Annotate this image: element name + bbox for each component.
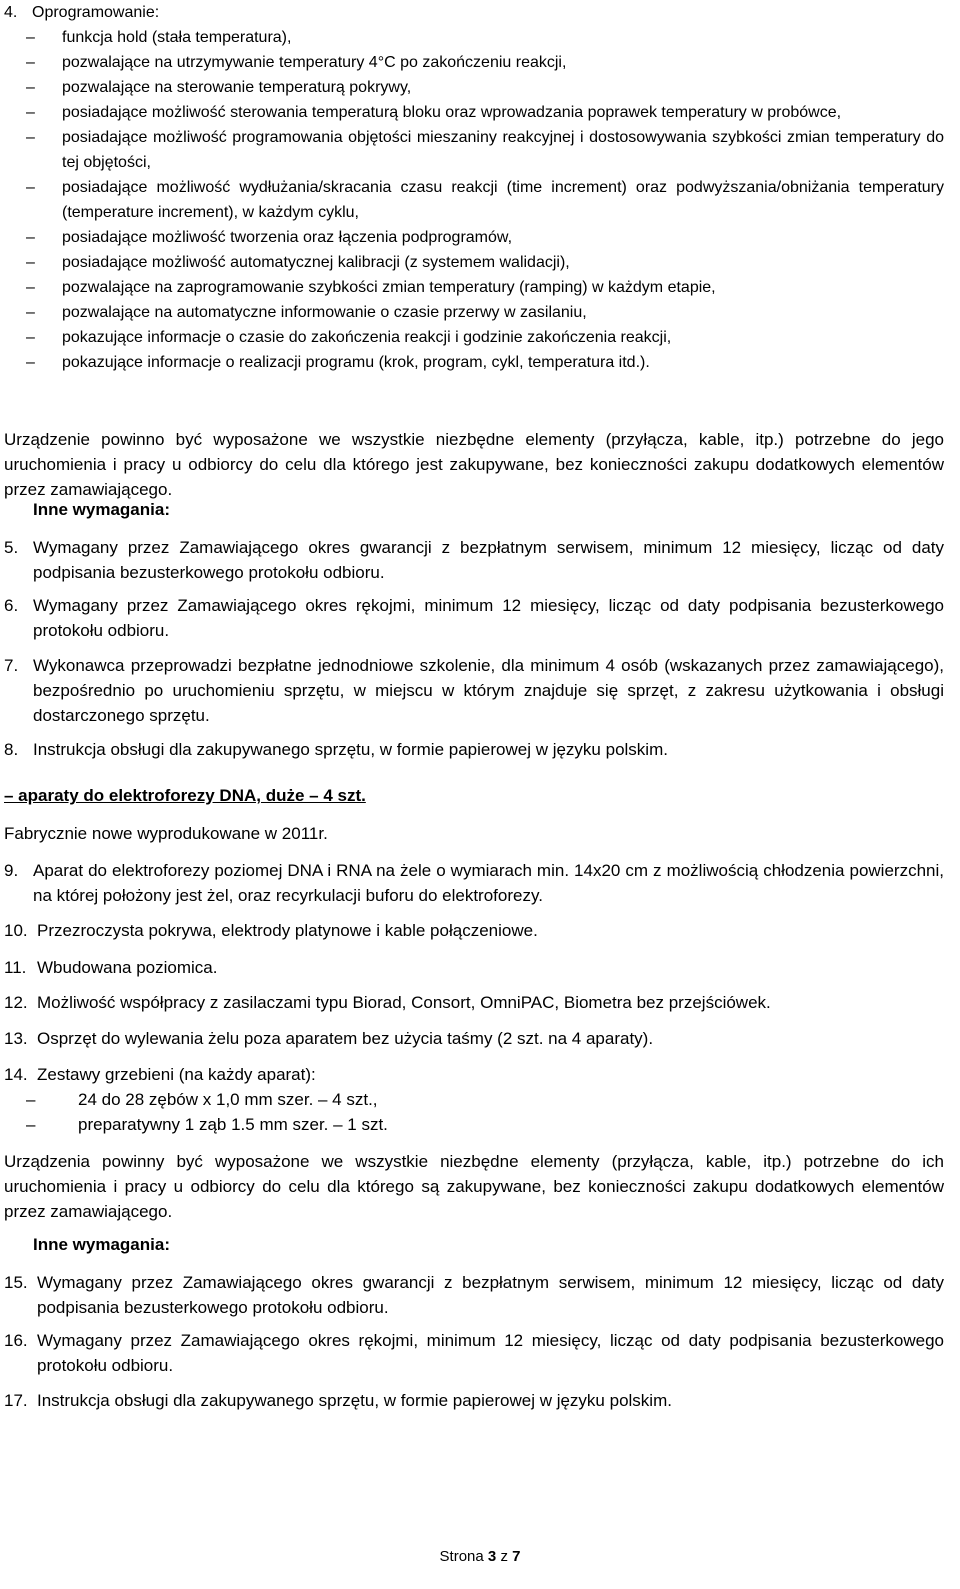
numbered-item: 6. Wymagany przez Zamawiającego okres rękojmi, minimum 12 miesięcy, licząc od daty podpisania bezusterkowego protokołu odbioru. [4, 596, 944, 640]
software-feature-list [4, 25, 944, 375]
numbered-item: 13. Osprzęt do wylewania żelu poza aparatem bez użycia taśmy (2 szt. na 4 aparaty). [4, 1029, 654, 1048]
numbered-item: 14. Zestawy grzebieni (na każdy aparat): – 24 do 28 zębów x 1,0 mm szer. – 4 szt., – preparatywny 1 ząb 1.5 mm szer. – 1 szt. [4, 1062, 944, 1137]
numbered-item: 11. Wbudowana poziomica. [4, 958, 218, 977]
section-number: 4. [4, 4, 18, 21]
dash-bullet: – [26, 179, 35, 196]
dash-bullet: – [26, 79, 35, 96]
list-item: – posiadające możliwość automatycznej kalibracji (z systemem walidacji), [4, 250, 944, 275]
section-software-heading [4, 0, 944, 25]
dash-bullet: – [26, 279, 35, 296]
list-item: – pozwalające na sterowanie temperaturą pokrywy, [4, 75, 944, 100]
section-title: Oprogramowanie: [32, 4, 160, 21]
device-title: – aparaty do elektroforezy DNA, duże – 4 szt. [4, 786, 366, 805]
equipment-note: Urządzenia powinny być wyposażone we wszystkie niezbędne elementy (przyłącza, kable, itp.) potrzebne do ich uruchomienia i pracy u odbiorcy do celu dla którego są zakupywane, bez konieczności zakupu dodatkowych elementów przez zamawiającego. [4, 1152, 944, 1221]
page-footer [0, 1547, 960, 1567]
list-item: – posiadające możliwość programowania objętości mieszaniny reakcyjnej i dostosowywania szybkości zmian temperatury do tej objętości, [4, 125, 944, 175]
dash-bullet: – [26, 29, 35, 46]
section-software [4, 0, 944, 375]
numbered-item: 9. Aparat do elektroforezy poziomej DNA i RNA na żele o wymiarach min. 14x20 cm z możliwością chłodzenia powierzchni, na której położony jest żel, oraz recyrkulacji buforu do elektroforezy. [4, 861, 944, 905]
list-item: – pozwalające na zaprogramowanie szybkości zmian temperatury (ramping) w każdym etapie, [4, 275, 944, 300]
dash-bullet: – [26, 304, 35, 321]
page-separator: z [500, 1548, 508, 1565]
dash-bullet: – [26, 129, 35, 146]
list-item: – 24 do 28 zębów x 1,0 mm szer. – 4 szt., [37, 1087, 944, 1112]
dash-bullet: – [26, 104, 35, 121]
numbered-item: 17. Instrukcja obsługi dla zakupywanego sprzętu, w formie papierowej w języku polskim. [4, 1391, 672, 1410]
list-item: – posiadające możliwość sterowania temperaturą bloku oraz wprowadzania poprawek temperatury w probówce, [4, 100, 944, 125]
equipment-note: Urządzenie powinno być wyposażone we wszystkie niezbędne elementy (przyłącza, kable, itp.) potrzebne do jego uruchomienia i pracy u odbiorcy do celu dla którego jest zakupywane, bez konieczności zakupu dodatkowych elementów przez zamawiającego. [4, 430, 944, 499]
page-label: Strona [439, 1548, 484, 1565]
list-item: – posiadające możliwość wydłużania/skracania czasu reakcji (time increment) oraz podwyższania/obniżania temperatury (temperature increment), w każdym cyklu, [4, 175, 944, 225]
other-requirements-heading: Inne wymagania: [33, 1235, 170, 1254]
list-item: – pokazujące informacje o realizacji programu (krok, program, cykl, temperatura itd.). [4, 350, 944, 375]
list-item: – pozwalające na automatyczne informowanie o czasie przerwy w zasilaniu, [4, 300, 944, 325]
numbered-item: 10. Przezroczysta pokrywa, elektrody platynowe i kable połączeniowe. [4, 921, 538, 940]
list-item: – pozwalające na utrzymywanie temperatury 4°C po zakończeniu reakcji, [4, 50, 944, 75]
dash-bullet: – [26, 254, 35, 271]
numbered-item: 16. Wymagany przez Zamawiającego okres rękojmi, minimum 12 miesięcy, licząc od daty podpisania bezusterkowego protokołu odbioru. [4, 1331, 944, 1375]
dash-bullet: – [26, 1090, 36, 1109]
dash-bullet: – [26, 229, 35, 246]
numbered-item: 15. Wymagany przez Zamawiającego okres gwarancji z bezpłatnym serwisem, minimum 12 miesięcy, licząc od daty podpisania bezusterkowego protokołu odbioru. [4, 1273, 944, 1317]
list-item: – preparatywny 1 ząb 1.5 mm szer. – 1 szt. [37, 1112, 944, 1137]
numbered-item: 5. Wymagany przez Zamawiającego okres gwarancji z bezpłatnym serwisem, minimum 12 miesięcy, licząc od daty podpisania bezusterkowego protokołu odbioru. [4, 538, 944, 582]
other-requirements-heading: Inne wymagania: [33, 500, 170, 519]
numbered-item: 7. Wykonawca przeprowadzi bezpłatne jednodniowe szkolenie, dla minimum 4 osób (wskazanych przez zamawiającego), bezpośrednio po uruchomieniu sprzętu, w miejscu w którym znajduje się sprzęt, z zakresu użytkowania i obsługi dostarczonego sprzętu. [4, 656, 944, 725]
dash-bullet: – [26, 354, 35, 371]
list-item: – pokazujące informacje o czasie do zakończenia reakcji i godzinie zakończenia reakcji, [4, 325, 944, 350]
comb-set-list [26, 1087, 944, 1137]
dash-bullet: – [26, 1115, 36, 1134]
numbered-item: 8. Instrukcja obsługi dla zakupywanego sprzętu, w formie papierowej w języku polskim. [4, 740, 668, 759]
list-item: – posiadające możliwość tworzenia oraz łączenia podprogramów, [4, 225, 944, 250]
factory-new-note: Fabrycznie nowe wyprodukowane w 2011r. [4, 824, 328, 843]
page-total: 7 [512, 1548, 521, 1565]
list-item: – funkcja hold (stała temperatura), [4, 25, 944, 50]
numbered-item: 12. Możliwość współpracy z zasilaczami typu Biorad, Consort, OmniPAC, Biometra bez przejściówek. [4, 993, 771, 1012]
page-current: 3 [487, 1548, 497, 1565]
dash-bullet: – [26, 54, 35, 71]
dash-bullet: – [26, 329, 35, 346]
